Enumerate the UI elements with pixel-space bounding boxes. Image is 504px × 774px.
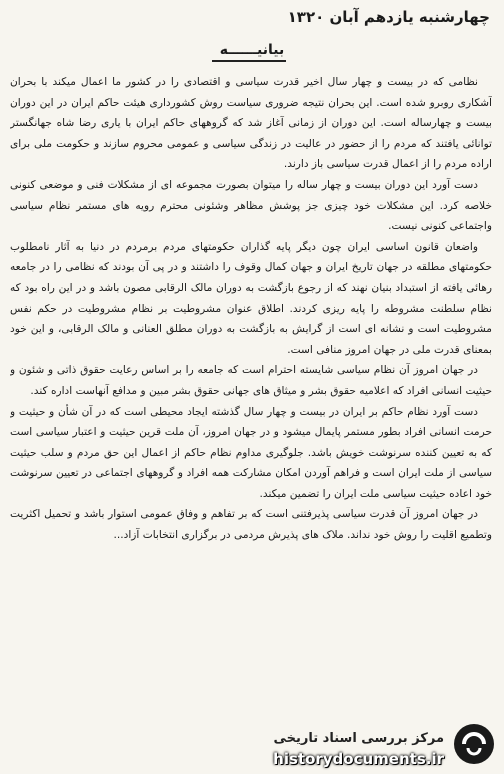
document-title: بیانیــــــه xyxy=(219,42,285,58)
paragraph: در جهان امروز آن نظام سیاسی شایسته احترام است که جامعه را بر اساس رعایت حقوق ذاتی و شئون و حیثیت انسانی افراد که اعلامیه حقوق بشر و میثاق های جهانی حقوق بشر مبین و مدافع آنهاست اداره کند. xyxy=(10,364,492,397)
document-date: چهارشنبه یازدهم آبان ۱۳۲۰ xyxy=(287,8,490,26)
paragraph: دست آورد این دوران بیست و چهار ساله را میتوان بصورت مجموعه ای از مشکلات فنی و موضعی کنونی خلاصه کرد. این مشکلات خود چیزی جز پوشش مظاهر وشئونی محترم رویه های مستمر نظام سیاسی واجتماعی کنونی نیست. xyxy=(10,178,492,233)
watermark-footer xyxy=(0,716,504,774)
archive-name: مرکز بررسی اسناد تاریخی xyxy=(273,731,444,746)
paragraph: واضعان قانون اساسی ایران چون دیگر پایه گذاران حکومتهای مردم برمردم در دنیا به آثار نامطلوب حکومتهای مطلقه در جهان تاریخ ایران و جهان کمال وقوف را داشتند و در پی آن بودند که نظامی را در جامعه رهائی یافته از استبداد بنیان نهند که از رجوع بازگشت به دوران مالک الرقابی مصون باشد و در این راه بود که نظام سلطنت مشروطه را پایه ریزی کردند. اطلاق عنوان مشروطیت بر نظام مشروطیت در حکم نفس مشروطیت است و نشانه ای است از گرایش به بازگشت به دوران مطلق العنانی و مالک الرقابی، و این خود بمعنای قدرت ملی در جهان امروز منافی است. xyxy=(10,240,492,356)
document-body xyxy=(10,72,492,716)
title-underline xyxy=(212,60,286,62)
paragraph: در جهان امروز آن قدرت سیاسی پذیرفتنی است که بر تفاهم و وفاق عمومی استوار باشد و تحمیل اکثریت وتطمیع اقلیت را روش خود نداند. ملاک های پذیرش مردمی در برگزاری انتخابات آزاد... xyxy=(10,508,492,542)
archive-logo-icon xyxy=(452,722,496,766)
paragraph: دست آورد نظام حاکم بر ایران در بیست و چهار سال گذشته ایجاد محیطی است که در آن شأن و حیثیت و حرمت انسانی افراد بطور مستمر پایمال میشود و در جهان امروز، آن ملت قرین حیثیت و اعتبار سیاسی است که به تعیین کننده سرنوشت خویش باشد. جلوگیری مداوم نظام حاکم از اعمال این حق مردم و سلب حیثیت سیاسی از ملت ایران است و فراهم آوردن امکان مشارکت همه افراد و گروههای اجتماعی در تعیین سرنوشت خود اعاده حیثیت سیاسی ملت ایران را تضمین میکند. xyxy=(10,405,492,500)
paragraph: نظامی که در بیست و چهار سال اخیر قدرت سیاسی و اقتصادی را در کشور ما اعمال میکند با بحران آشکاری روبرو شده است. این بحران نتیجه ضروری سیاست روش کشورداری هیئت حاکم ایران در این دوران بیست و چهارساله است. این دوران از زمانی آغاز شد که گروههای حاکم ایران با یاری رضا شاه جهانگستر توانائی یافتند که مردم را از حضور در عالیت در زندگی سیاسی و عمومی محروم سازند و حکومت ملی برای اراده مردم را از اعمال قدرت سیاسی باز دارند. xyxy=(10,76,492,171)
archive-url: historydocuments.ir xyxy=(273,750,444,768)
